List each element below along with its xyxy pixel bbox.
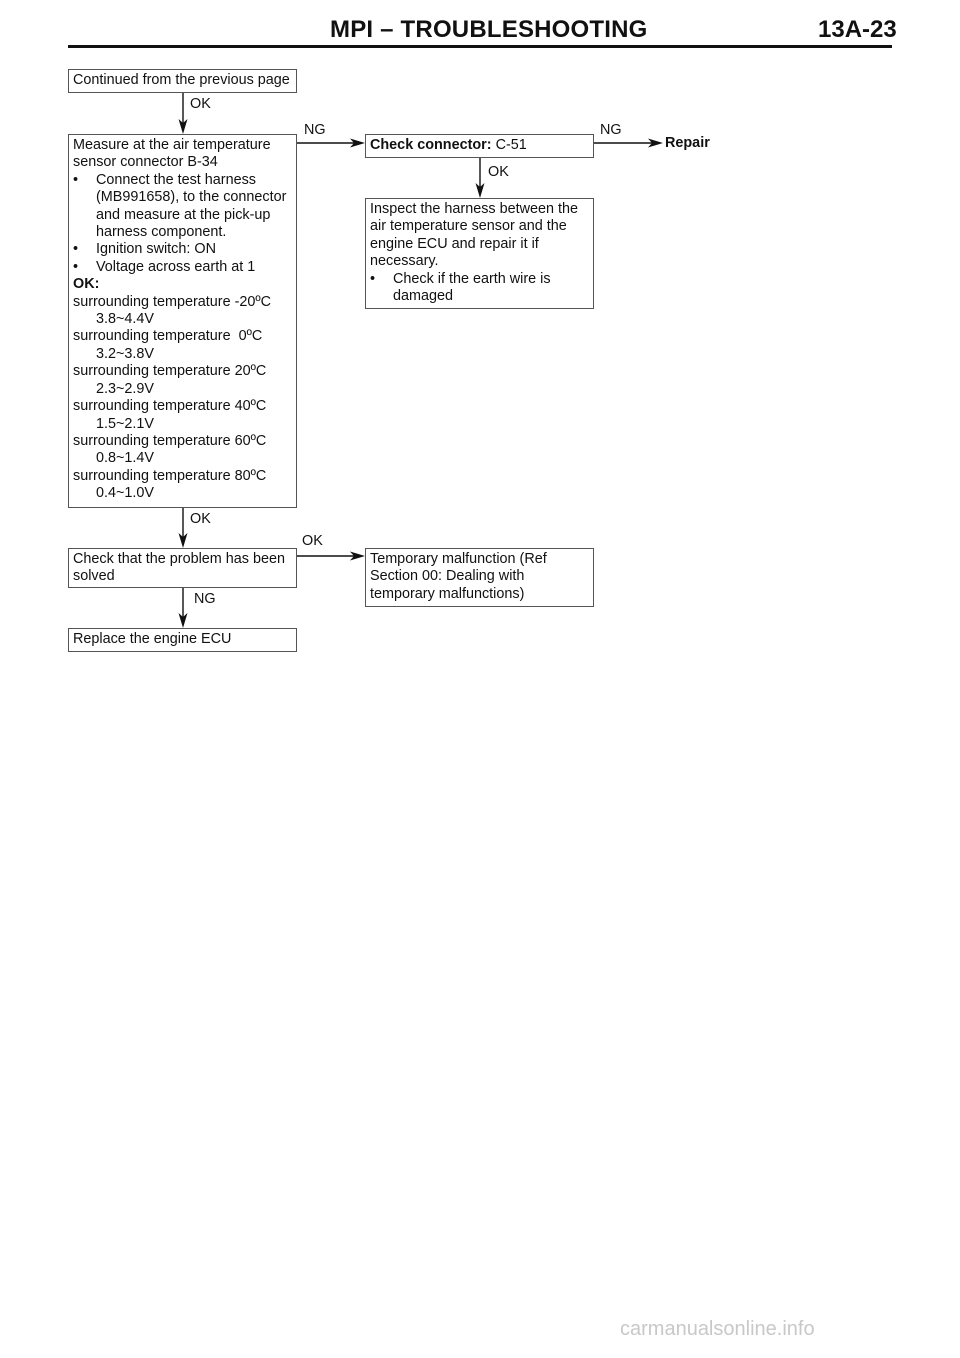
page-title: MPI – TROUBLESHOOTING	[330, 16, 648, 43]
inspect-bullet: • Check if the earth wire is damaged	[370, 270, 551, 305]
check-connector-label: Check connector:	[370, 137, 492, 153]
ok-label-2: OK	[488, 164, 509, 180]
watermark: carmanualsonline.info	[620, 1318, 815, 1340]
inspect-box	[365, 198, 594, 309]
replace-box	[68, 628, 297, 652]
measure-bullet-line: Voltage across earth at 1	[96, 258, 256, 275]
inspect-line: necessary.	[370, 253, 439, 270]
temporary-malfunction-box	[365, 548, 594, 607]
inspect-bullet-line: damaged	[393, 288, 454, 305]
repair-label: Repair	[665, 135, 710, 151]
measure-bullet-line: Ignition switch: ON	[96, 241, 216, 258]
ok-label-4: OK	[302, 533, 323, 549]
check-solved-box	[68, 548, 297, 588]
measure-bullet: • Ignition switch: ON	[73, 241, 216, 258]
check-solved-line: solved	[73, 568, 115, 585]
inspect-line: air temperature sensor and the	[370, 218, 567, 235]
reading-condition: surrounding temperature 80ºC	[73, 467, 267, 484]
ok-label-1: OK	[190, 96, 211, 112]
measure-line: sensor connector B-34	[73, 154, 218, 171]
check-connector-value: C-51	[495, 137, 527, 153]
continued-text: Continued from the previous page	[73, 72, 290, 88]
page-number: 13A-23	[818, 16, 897, 43]
replace-text: Replace the engine ECU	[73, 631, 232, 647]
reading-value: 0.4~1.0V	[96, 485, 155, 502]
reading-value: 0.8~1.4V	[96, 450, 155, 467]
continued-box	[68, 69, 297, 93]
ok-label-3: OK	[190, 511, 211, 527]
temporary-line: Section 00: Dealing with	[370, 568, 525, 585]
temporary-line: temporary malfunctions)	[370, 585, 525, 602]
check-connector-box	[365, 134, 594, 158]
ng-label-1: NG	[304, 122, 326, 138]
measure-bullet-line: (MB991658), to the connector	[96, 189, 287, 206]
ng-label-2: NG	[600, 122, 622, 138]
reading-value: 3.2~3.8V	[96, 345, 155, 362]
measure-bullet: • Voltage across earth at 1	[73, 258, 256, 275]
reading-value: 1.5~2.1V	[96, 415, 155, 432]
reading-condition: surrounding temperature 0ºC	[73, 328, 263, 345]
ng-label-3: NG	[194, 591, 216, 607]
reading-condition: surrounding temperature -20ºC	[73, 293, 272, 310]
measure-bullet-line: Connect the test harness	[96, 171, 256, 188]
measure-bullet-line: harness component.	[96, 224, 227, 241]
reading-value: 2.3~2.9V	[96, 380, 155, 397]
reading-condition: surrounding temperature 40ºC	[73, 398, 267, 415]
inspect-line: engine ECU and repair it if	[370, 235, 539, 252]
check-solved-line: Check that the problem has been	[73, 551, 285, 567]
reading-condition: surrounding temperature 20ºC	[73, 363, 267, 380]
inspect-line: Inspect the harness between the	[370, 201, 579, 217]
inspect-bullet-line: Check if the earth wire is	[393, 270, 551, 287]
measure-bullet: • Connect the test harness (MB991658), to the connector and measure at the pick-up harness component.	[73, 171, 287, 241]
measure-bullet-line: and measure at the pick-up	[96, 206, 271, 223]
temporary-line: Temporary malfunction (Ref	[370, 551, 547, 567]
measure-line: Measure at the air temperature	[73, 137, 271, 153]
measure-box	[68, 134, 297, 508]
reading-condition: surrounding temperature 60ºC	[73, 432, 267, 449]
reading-value: 3.8~4.4V	[96, 311, 155, 328]
ok-criteria-label: OK:	[73, 276, 100, 293]
